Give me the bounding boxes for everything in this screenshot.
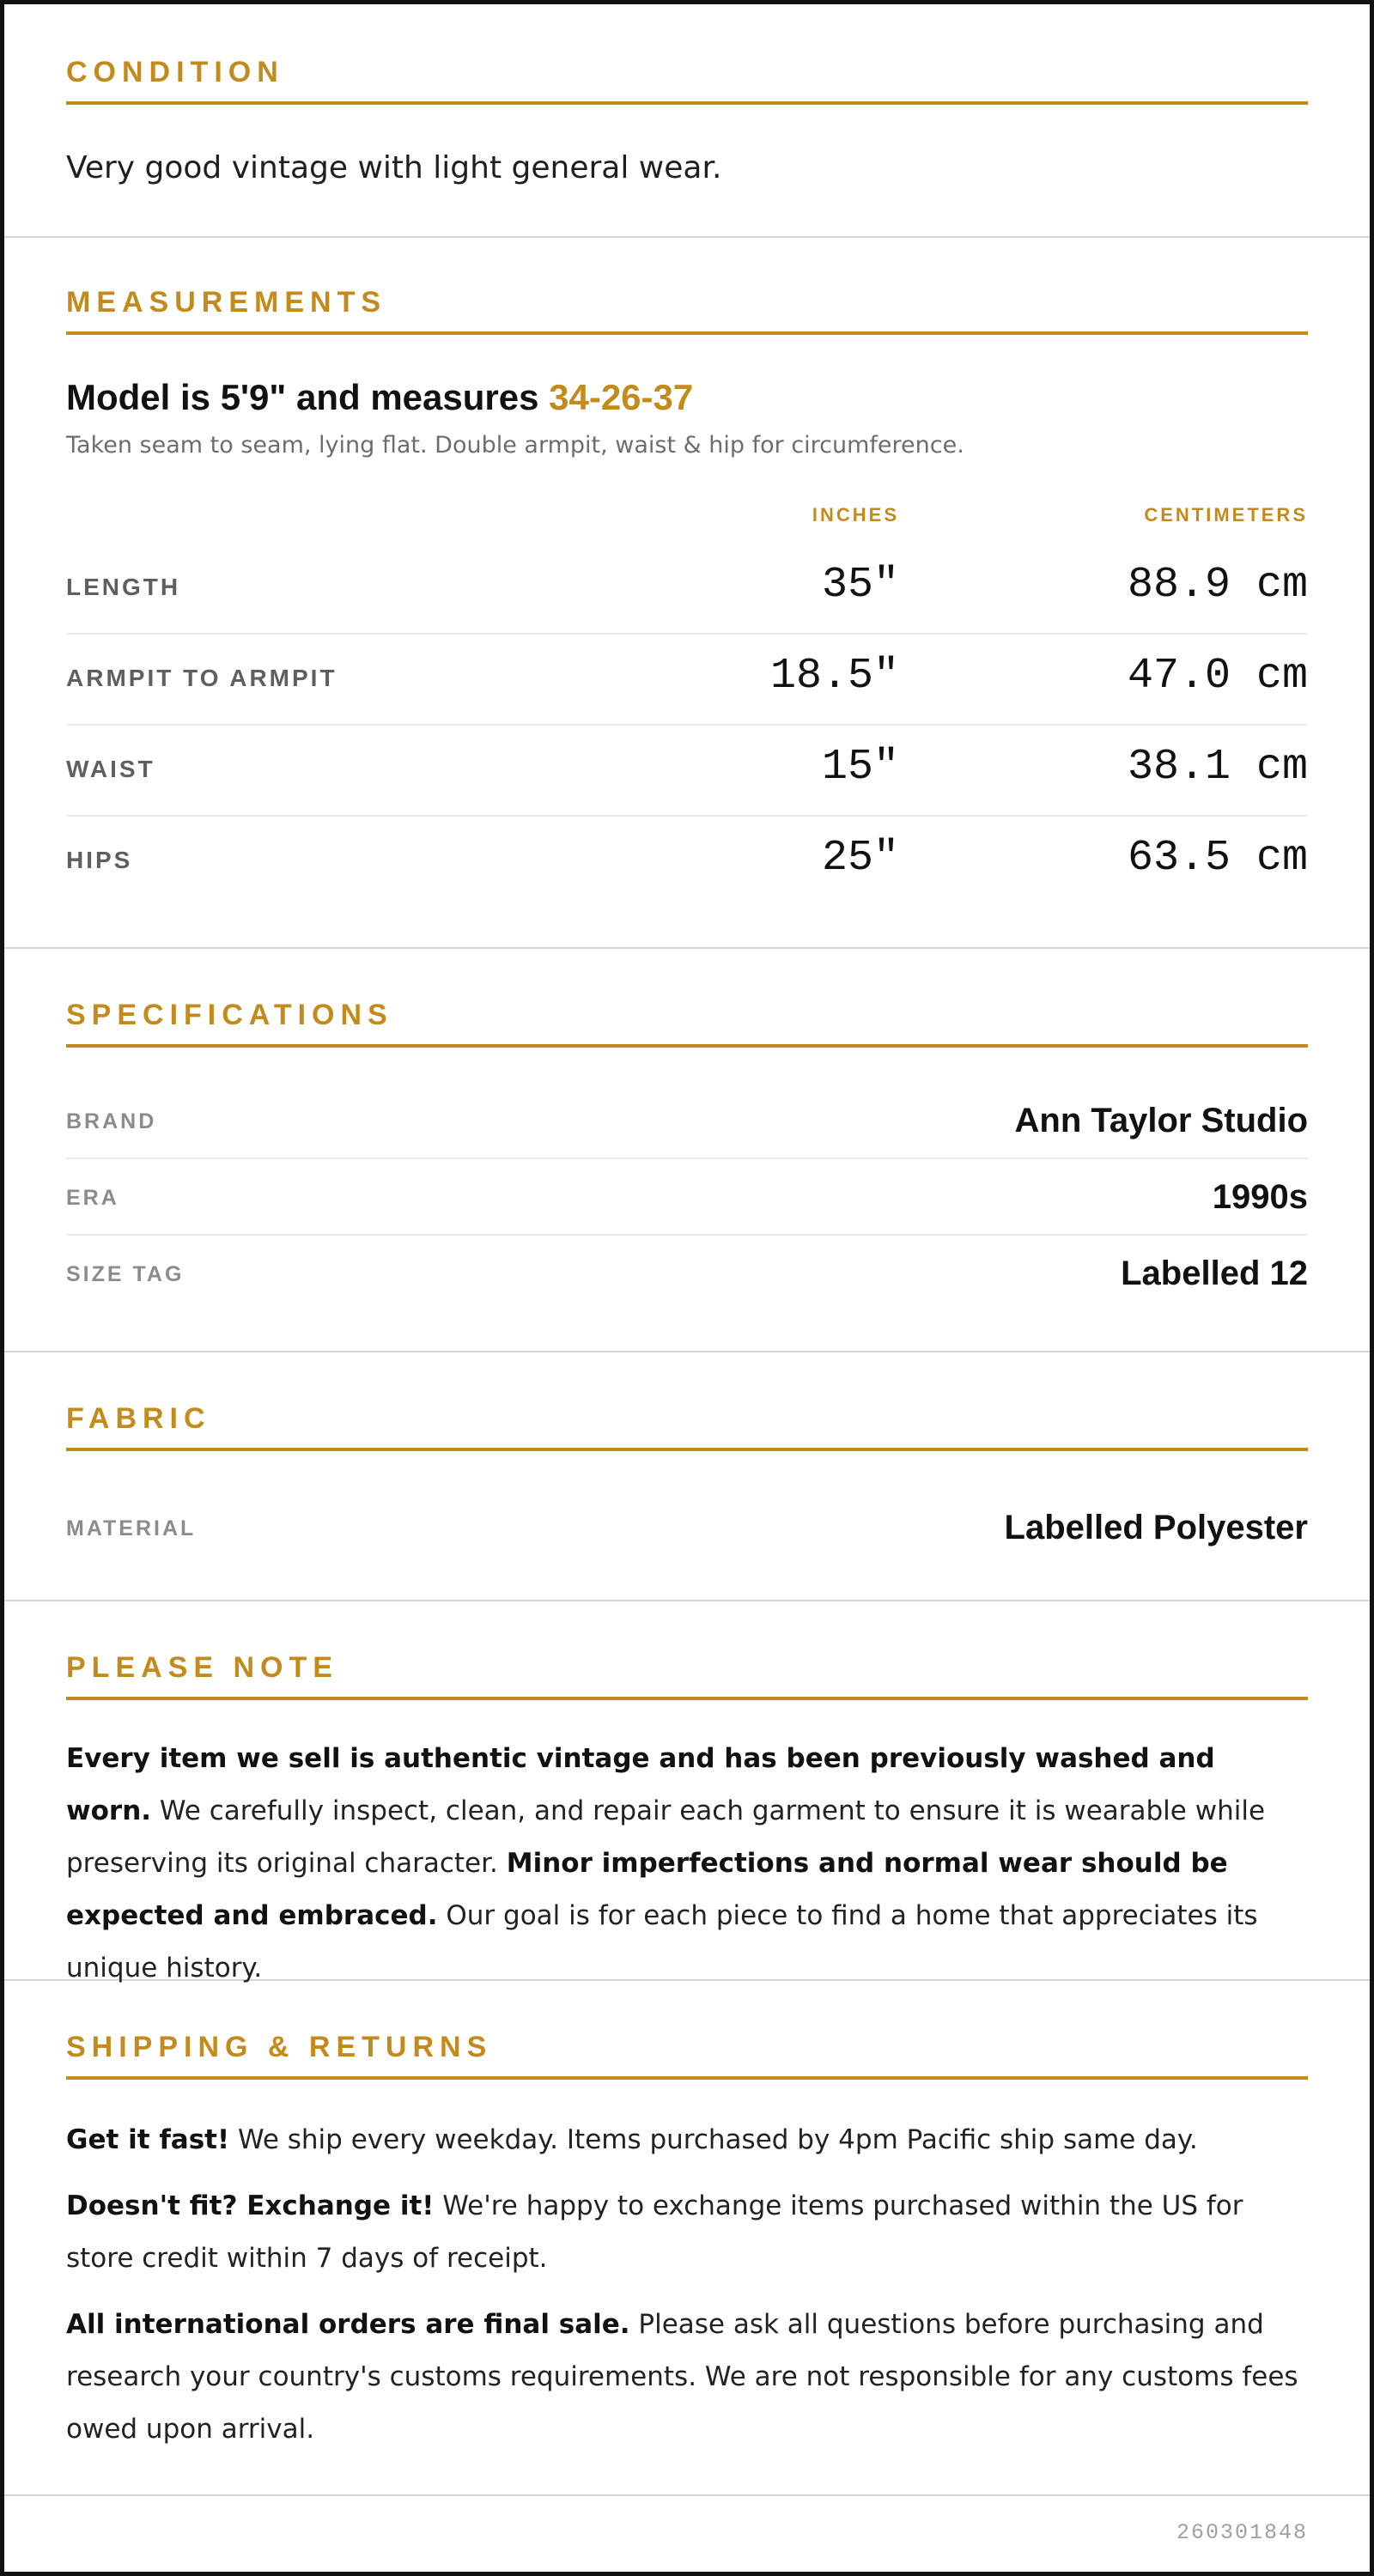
shipping-paragraph-3 <box>66 2299 1308 2456</box>
spec-label: SIZE TAG <box>66 1262 185 1286</box>
measurement-label: HIPS <box>66 847 133 873</box>
measurements-title: MEASUREMENTS <box>66 286 1308 335</box>
spec-value: 1990s <box>1212 1178 1308 1216</box>
measurements-subtitle: Taken seam to seam, lying flat. Double armpit, waist & hip for circumference. <box>66 432 964 459</box>
specifications-section <box>4 949 1370 1352</box>
shipping-bold-2: Doesn't fit? Exchange it! <box>66 2190 435 2221</box>
measurement-row-length <box>66 544 1308 635</box>
shipping-paragraph-2 <box>66 2180 1308 2285</box>
spec-value: Ann Taylor Studio <box>1014 1102 1308 1139</box>
measurement-cm: 38.1 cm <box>1127 743 1308 792</box>
measurements-section <box>4 238 1370 949</box>
measurement-cm: 88.9 cm <box>1127 561 1308 610</box>
column-header-inches: INCHES <box>812 504 899 526</box>
spec-value: Labelled 12 <box>1121 1255 1308 1292</box>
measurement-inches: 15" <box>821 743 899 792</box>
please-note-title: PLEASE NOTE <box>66 1651 1308 1700</box>
condition-title: CONDITION <box>66 56 1308 105</box>
measurement-cm: 47.0 cm <box>1127 652 1308 701</box>
shipping-text-1: We ship every weekday. Items purchased by 4pm Pacific ship same day. <box>229 2124 1198 2155</box>
fabric-label: MATERIAL <box>66 1516 197 1540</box>
specifications-title: SPECIFICATIONS <box>66 999 1308 1048</box>
spec-label: ERA <box>66 1186 119 1210</box>
condition-section <box>4 4 1370 238</box>
model-prefix: Model is 5'9" and measures <box>66 377 539 417</box>
please-note-text-2: Our goal is for each piece to find a home that appreciates its unique history. <box>66 1900 1258 1984</box>
shipping-paragraph-1 <box>66 2114 1308 2166</box>
please-note-section <box>4 1601 1370 1984</box>
condition-text: Very good vintage with light general wear. <box>66 150 722 185</box>
shipping-text-3: Please ask all questions before purchasing and research your country's customs requirements. We are not responsible for any customs fees owed upon arrival. <box>66 2309 1298 2445</box>
please-note-text-1: We carefully inspect, clean, and repair each garment to ensure it is wearable while preserving its original character. <box>66 1795 1266 1879</box>
shipping-bold-3: All international orders are final sale. <box>66 2309 630 2340</box>
shipping-text-2: We're happy to exchange items purchased within the US for store credit within 7 days of receipt. <box>66 2190 1243 2274</box>
column-header-centimeters: CENTIMETERS <box>1144 504 1308 526</box>
product-id: 260301848 <box>1176 2520 1308 2545</box>
measurement-row-hips <box>66 817 1308 908</box>
measurement-row-waist <box>66 726 1308 817</box>
shipping-section <box>4 1981 1370 2496</box>
model-measurements <box>66 377 693 418</box>
please-note-text <box>66 1733 1308 1995</box>
fabric-title: FABRIC <box>66 1402 1308 1451</box>
please-note-bold-2: Minor imperfections and normal wear should be expected and embraced. <box>66 1848 1228 1931</box>
fabric-section <box>4 1352 1370 1601</box>
measurement-inches: 18.5" <box>769 652 899 701</box>
shipping-title: SHIPPING & RETURNS <box>66 2031 1308 2080</box>
spec-row-era <box>66 1159 1308 1236</box>
spec-label: BRAND <box>66 1109 157 1133</box>
fabric-value: Labelled Polyester <box>1004 1509 1308 1546</box>
spec-row-size-tag <box>66 1236 1308 1312</box>
model-measures-value: 34-26-37 <box>549 377 694 417</box>
spec-row-brand <box>66 1083 1308 1159</box>
measurement-cm: 63.5 cm <box>1127 834 1308 883</box>
measurement-row-armpit <box>66 635 1308 726</box>
measurement-label: ARMPIT TO ARMPIT <box>66 665 337 691</box>
measurement-label: LENGTH <box>66 574 181 600</box>
measurement-inches: 35" <box>821 561 899 610</box>
shipping-bold-1: Get it fast! <box>66 2124 230 2155</box>
measurement-inches: 25" <box>821 834 899 883</box>
please-note-bold-1: Every item we sell is authentic vintage and has been previously washed and worn. <box>66 1743 1215 1826</box>
fabric-row-material <box>66 1490 1308 1566</box>
measurement-label: WAIST <box>66 756 155 782</box>
